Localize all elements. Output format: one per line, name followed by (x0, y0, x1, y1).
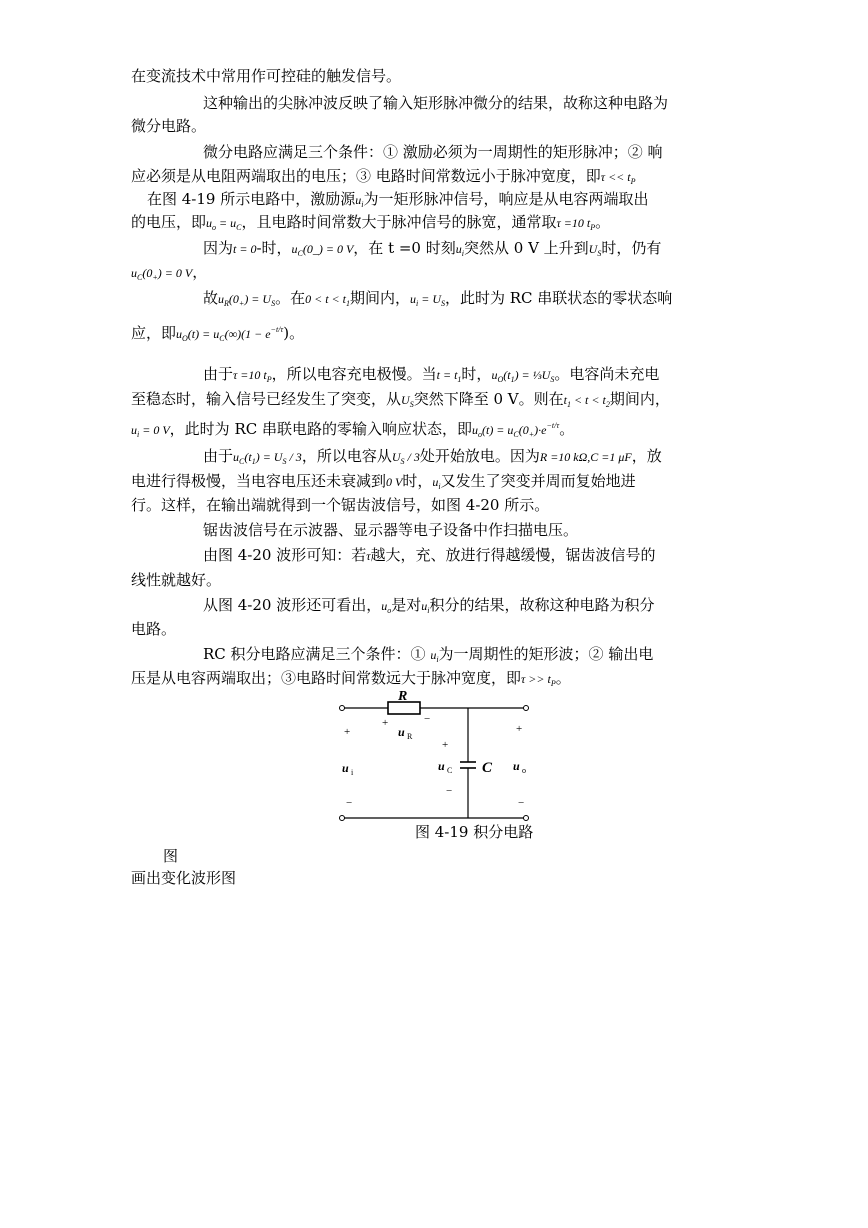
math-sub: P (266, 375, 272, 384)
math: (0 (228, 292, 239, 306)
figure-ref: 图 (163, 847, 179, 865)
paragraph-line (131, 66, 401, 86)
ui-sub: i (351, 768, 354, 777)
text: 是对 (391, 596, 422, 614)
math-sub: i (415, 299, 419, 308)
math-sub: R (224, 299, 229, 308)
text: -时， (256, 239, 292, 257)
math: u (131, 266, 137, 280)
math-sub: P (590, 223, 596, 232)
terminal (524, 706, 529, 711)
paragraph-line (131, 212, 610, 238)
text: ， (192, 263, 208, 281)
plus-sign: + (442, 739, 449, 751)
terminal (340, 816, 345, 821)
paragraph-line (203, 142, 663, 162)
math: u (491, 368, 498, 382)
math-sub: + (528, 430, 535, 439)
text: 。在 (275, 289, 306, 307)
text: 为一矩形脉冲信号，响应是从电容两端取出 (363, 190, 649, 208)
text: 时， (461, 365, 492, 383)
text: 行。这样，在输出端就得到一个锯齿波信号，如图 4-20 所示。 (131, 496, 550, 514)
math-sub: i (436, 655, 439, 664)
math: u (233, 450, 240, 464)
math-sub: C (219, 334, 225, 343)
math-sub: S (409, 400, 414, 409)
math: u (409, 292, 416, 306)
math: (t) = u (481, 423, 514, 437)
text: 期间内， (609, 390, 670, 408)
instruction-text: 画出变化波形图 (131, 869, 237, 887)
math: u (176, 327, 183, 341)
resistor-label: R (398, 690, 408, 704)
paragraph-line (203, 520, 578, 540)
math: (t (244, 450, 252, 464)
math: t = t (436, 368, 458, 382)
text: 。 (595, 213, 611, 231)
text: 突然从 0 V 上升到 (463, 239, 589, 257)
math: t = 0 (233, 242, 257, 256)
math-sub: C (297, 249, 303, 258)
math: ) = 0 V (157, 266, 193, 280)
text: 在图 4-19 所示电路中，激励源 (147, 190, 356, 208)
math: τ =10 t (233, 368, 267, 382)
text: 。 (559, 420, 575, 438)
math: = u (216, 216, 237, 230)
text: 由于 (203, 447, 234, 465)
rc-integrator-circuit (330, 690, 560, 830)
math-sub: 1 (457, 375, 462, 384)
math: τ (366, 549, 371, 563)
ur-sub: R (407, 732, 413, 741)
math: t (563, 393, 567, 407)
math: τ >> t (521, 672, 551, 686)
text: 又发生了突变并周而复始地进 (440, 472, 636, 490)
text: 突然下降至 0 V。则在 (413, 390, 564, 408)
plus-sign: + (516, 723, 523, 735)
terminal (340, 706, 345, 711)
math: 0 < t < t (305, 292, 346, 306)
minus-sign: − (518, 797, 525, 809)
text: 由于 (203, 365, 234, 383)
text: ，所以电容从 (301, 447, 392, 465)
text: 微分电路应满足三个条件：① 激励必须为一周期性的矩形脉冲；② 响 (203, 143, 663, 161)
text: ，所以电容充电极慢。当 (271, 365, 437, 383)
math: (∞)(1 − e (224, 327, 271, 341)
text: 处开始放电。因为 (419, 447, 540, 465)
math: (t) = u (187, 327, 220, 341)
math: u (455, 242, 462, 256)
uc-sub: C (447, 766, 453, 775)
math: u (432, 475, 439, 489)
text: 压是从电容两端取出；③电路时间常数远大于脉冲宽度，即 (131, 669, 522, 687)
text: ，此时为 RC 串联电路的零输入响应状态，即 (169, 420, 472, 438)
terminal (524, 816, 529, 821)
paragraph-line (203, 446, 662, 472)
math-sup: −t/τ (546, 421, 560, 430)
uo-sub: o (522, 766, 526, 775)
math-sup: −t/τ (270, 325, 284, 334)
math: u (291, 242, 298, 256)
math: U (588, 242, 598, 256)
text: 微分电路。 (131, 117, 207, 135)
math: U (401, 393, 410, 407)
math: )·e (534, 423, 547, 437)
math-sub: O (497, 375, 504, 384)
paragraph-line (203, 364, 659, 390)
math: < t < t (570, 393, 606, 407)
math-sub: C (137, 273, 143, 282)
paragraph-line (131, 389, 670, 415)
figure-caption: 图 4-19 积分电路 (415, 823, 534, 841)
math: R =10 kΩ,C =1 μF (539, 450, 632, 464)
math-sub: S (597, 249, 602, 258)
text: 积分的结果，故称这种电路为积分 (429, 596, 655, 614)
math: u (471, 423, 478, 437)
paragraph-line (203, 288, 672, 314)
math: = U (418, 292, 441, 306)
paragraph-line (203, 93, 668, 113)
plus-sign: + (344, 726, 351, 738)
math-sub: i (137, 430, 140, 439)
math-sub: o (212, 223, 217, 232)
text: )。 (283, 324, 305, 342)
math-sub: i (361, 200, 364, 209)
math: u (430, 648, 437, 662)
paragraph-line (131, 570, 221, 590)
text: 越大，充、放进行得越缓慢，锯齿波信号的 (370, 546, 656, 564)
math-sub: 1 (566, 400, 571, 409)
math-sub: S (271, 299, 276, 308)
math: u (381, 599, 388, 613)
math-sub: P (550, 679, 556, 688)
text: 的电压，即 (131, 213, 207, 231)
text: ，此时为 RC 串联状态的零状态响 (444, 289, 673, 307)
text: 这种输出的尖脉冲波反映了输入矩形脉冲微分的结果，故称这种电路为 (203, 94, 669, 112)
math: (0 (518, 423, 529, 437)
math: τ =10 t (556, 216, 591, 230)
text: 故 (203, 289, 219, 307)
math: / 3 (404, 450, 420, 464)
text: RC 积分电路应满足三个条件：① (203, 645, 431, 663)
text: 在变流技术中常用作可控硅的触发信号。 (131, 67, 402, 85)
math-sub: S (282, 457, 287, 466)
paragraph-line (203, 644, 653, 670)
math-sub: 2 (605, 400, 610, 409)
math: ) = U (255, 450, 283, 464)
text: 时，仍有 (601, 239, 662, 257)
paragraph-line (131, 619, 176, 639)
math-sub: S (400, 457, 405, 466)
paragraph-line (131, 116, 206, 136)
math: = 0 V (139, 423, 170, 437)
math: u (206, 216, 213, 230)
ui-label: u (342, 761, 349, 775)
math-sub: i (438, 482, 441, 491)
minus-sign: − (424, 713, 431, 725)
math-sub: + (238, 299, 245, 308)
paragraph-line (131, 471, 636, 497)
math: (t (503, 368, 511, 382)
math: (0_) = 0 V (302, 242, 354, 256)
text: 为一周期性的矩形波；② 输出电 (438, 645, 654, 663)
math-sub: o (387, 606, 392, 615)
text: ，且电路时间常数大于脉冲信号的脉宽，通常取 (241, 213, 557, 231)
uc-label: u (438, 759, 445, 773)
math-sub: S (550, 375, 555, 384)
uo-label: u (513, 759, 520, 773)
math-sub: S (440, 299, 445, 308)
text: 至稳态时，输入信号已经发生了突变，从 (131, 390, 402, 408)
math: ) = U (244, 292, 272, 306)
math: u (131, 423, 137, 437)
text: 电路。 (131, 620, 177, 638)
paragraph-line (203, 595, 655, 621)
paragraph-line (131, 262, 207, 288)
math-sub: C (513, 430, 519, 439)
text: ，放 (631, 447, 662, 465)
paragraph-line (203, 545, 656, 566)
math-sub: 1 (251, 457, 256, 466)
math: (0 (142, 266, 153, 280)
math-sub: P (630, 177, 636, 186)
math-sub: C (239, 457, 245, 466)
paragraph-line (131, 416, 574, 445)
text: 应，即 (131, 324, 177, 342)
text: 因为 (203, 239, 234, 257)
ur-label: u (398, 725, 405, 739)
math: u (355, 193, 362, 207)
math-sub: i (461, 249, 464, 258)
text: 期间内， (349, 289, 410, 307)
text: 由图 4-20 波形可知：若 (203, 546, 367, 564)
math: u (218, 292, 225, 306)
math-sub: C (236, 223, 242, 232)
text: 电进行得极慢，当电容电压还未衰减到 (131, 472, 387, 490)
math: 0 V (386, 475, 403, 489)
paragraph-line (131, 495, 549, 515)
text: 从图 4-20 波形还可看出， (203, 596, 382, 614)
math-sub: O (182, 334, 188, 343)
text: 应必须是从电阻两端取出的电压；③ 电路时间常数远小于脉冲宽度，即 (131, 167, 601, 185)
paragraph-line (131, 320, 304, 349)
math-sub: i (427, 606, 430, 615)
math: U (391, 450, 401, 464)
math-sub: o (477, 430, 482, 439)
math: u (421, 599, 428, 613)
capacitor-label: C (482, 760, 493, 776)
math-sub: 1 (510, 375, 515, 384)
text: 。电容尚未充电 (554, 365, 660, 383)
math-sub: 1 (345, 299, 350, 308)
text: 锯齿波信号在示波器、显示器等电子设备中作扫描电压。 (203, 521, 579, 539)
text: ，在 t =0 时刻 (353, 239, 456, 257)
math-sub: + (152, 273, 158, 282)
text: 。 (555, 669, 571, 687)
text: 线性就越好。 (131, 571, 222, 589)
math: τ << t (600, 170, 631, 184)
paragraph-line (203, 238, 661, 264)
math: / 3 (286, 450, 302, 464)
minus-sign: − (346, 797, 353, 809)
math: ) = ⅓U (514, 368, 551, 382)
minus-sign: − (446, 785, 453, 797)
plus-sign: + (382, 717, 389, 729)
text: 时， (402, 472, 433, 490)
